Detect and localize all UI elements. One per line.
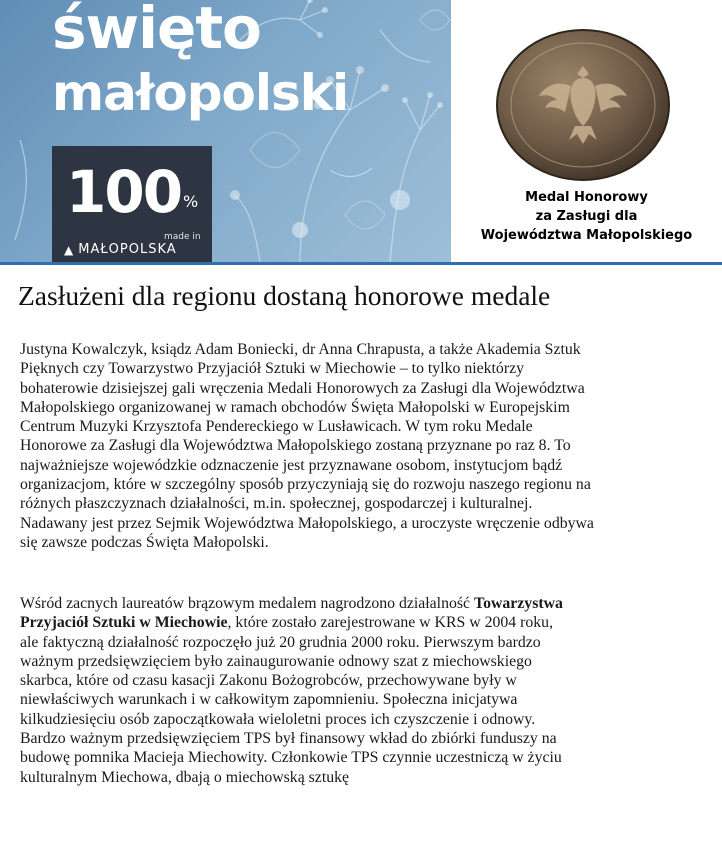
medal-caption (451, 188, 722, 245)
paragraph-text: , które zostało zarejestrowane w KRS w 2004 roku, (227, 614, 554, 632)
paragraph-line: Bardzo ważnym przedsięwzięciem TPS był finansowy wkład do zbiórki funduszy na (20, 730, 557, 748)
paragraph-line: najważniejsze wojewódzkie odznaczenie jest przyznawane osobom, instytucjom bądź (20, 456, 563, 474)
article-paragraph-2 (20, 594, 710, 787)
paragraph-line: Pięknych czy Towarzystwo Przyjaciół Sztuki w Miechowie – to tylko niektórzy (20, 360, 524, 378)
paragraph-line: organizacjom, które w szczególny sposób przyczyniają się do rozwoju naszego regionu na (20, 476, 591, 494)
paragraph-line: Nadawany jest przez Sejmik Województwa Małopolskiego, a uroczyste wręczenie odbywa (20, 514, 594, 532)
paragraph-line: ale faktyczną działalność rozpoczęło już 20 grudnia 2000 roku. Pierwszym bardzo (20, 633, 541, 651)
paragraph-line: Justyna Kowalczyk, ksiądz Adam Boniecki, dr Anna Chrapusta, a także Akademia Sztuk (20, 341, 581, 358)
medal-caption-line: za Zasługi dla (535, 209, 638, 224)
paragraph-text: Wśród zacnych laureatów brązowym medalem nagrodzono działalność (20, 595, 474, 612)
paragraph-line: się zawsze podczas Święta Małopolski. (20, 533, 269, 551)
paragraph-line: Centrum Muzyki Krzysztofa Pendereckiego w Lusławicach. W tym roku Medale (20, 418, 533, 436)
made-in-malopolska-badge (52, 146, 212, 262)
medal-panel (451, 0, 722, 262)
paragraph-line: różnych płaszczyznach działalności, m.in. społecznej, gospodarczej i kulturalnej. (20, 495, 533, 513)
paragraph-line: Małopolskiego organizowanej w ramach obchodów Święta Małopolski w Europejskim (20, 398, 570, 416)
medal-image (495, 28, 671, 182)
paragraph-line: niewłaściwych warunkach i w całkowitym zapomnieniu. Społeczna inicjatywa (20, 691, 518, 709)
paragraph-line: kilkudziesięciu osób zapoczątkowała wieloletni proces ich czyszczenie i odnowy. (20, 710, 536, 728)
paragraph-line (20, 594, 710, 613)
promo-title-line2: małopolski (52, 64, 349, 122)
medal-caption-line: Województwa Małopolskiego (480, 228, 693, 243)
paragraph-line: budowę pomnika Macieja Miechowity. Członkowie TPS czynnie uczestniczą w życiu (20, 749, 562, 767)
paragraph-line: skarbca, które od czasu kasacji Zakonu Bożogrobców, przechowywane były w (20, 672, 517, 690)
badge-brand (64, 242, 177, 257)
paragraph-line: kulturalnym Miechowa, dbają o miechowską sztukę (20, 768, 350, 786)
article-paragraph-1 (20, 340, 710, 552)
malopolska-logo-icon: ▲ (64, 242, 75, 257)
medal-caption-line: Medal Honorowy (525, 190, 648, 205)
article-headline: Zasłużeni dla regionu dostaną honorowe medale (18, 280, 551, 311)
organization-name-part2: Przyjaciół Sztuki w Miechowie (20, 614, 228, 632)
badge-percent: % (183, 192, 199, 211)
paragraph-line: ważnym przedsięwzięciem było zainaugurowanie odnowy szat z miechowskiego (20, 652, 532, 670)
badge-number: 100 (66, 158, 182, 226)
banner (0, 0, 722, 262)
paragraph-line (20, 613, 710, 632)
organization-name-part1: Towarzystwa (473, 595, 563, 612)
promo-title-line1: święto (52, 0, 261, 62)
paragraph-line: bohaterowie dzisiejszej gali wręczenia Medali Honorowych za Zasługi dla Województwa (20, 379, 585, 397)
paragraph-line: Honorowe za Zasługi dla Województwa Małopolskiego zostaną przyznane po raz 8. To (20, 437, 571, 455)
swieto-malopolski-promo (0, 0, 451, 262)
badge-brand-text: MAŁOPOLSKA (78, 242, 177, 257)
banner-separator (0, 262, 722, 265)
badge-made-in: made in (164, 232, 201, 242)
